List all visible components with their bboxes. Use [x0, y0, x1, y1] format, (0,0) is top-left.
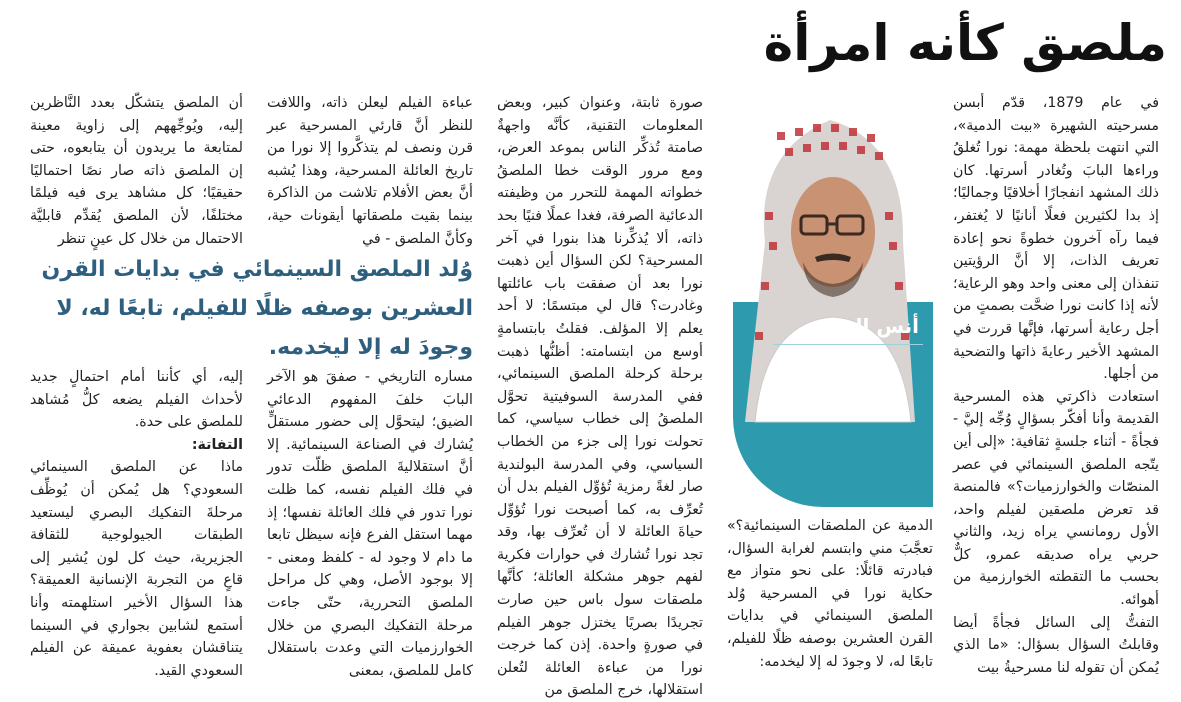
paragraph: استعادت ذاكرتي هذه المسرحية القديمة وأنا أفكّر بسؤالٍ وُجِّه إليَّ - فجأةً - أثناء جلسةٍ ثقافية: «إلى أين يتّجه الملصق السينمائي في عصر المنصّات والخوارزميات؟» فالمنصة قد تعرض ملصقين لفيلم واحد، الأول رومانسي يراه زيد، والثاني حربي يراه صديقه عمرو، كلٌّ بحسب ما التقطته الخوارزمية من أهوائه.	[953, 388, 1159, 609]
author-box	[725, 92, 933, 512]
paragraph: أن الملصق يتشكّل بعدد النَّاظرين إليه، ويُوجِّههم إلى زاوية معينة لمتابعة ما يريدون أن يتابعوه، حتى إن الملصق ذاته صار نصًا احتماليًا حقيقيًا؛ كل مشاهد يرى فيه فيلمًا مختلفًا، لأن الملصق يُقدِّم قابليَّة الاحتمال من خلال كل عينٍ تنظر	[30, 95, 243, 247]
paragraph: إليه، أي كأننا أمام احتمالٍ جديد لأحداث الفيلم يضعه كلُّ مُشاهد للملصق على حدة.	[30, 369, 243, 431]
article-column-1	[953, 92, 1159, 682]
article-column-4-top	[267, 92, 473, 247]
article-column-2	[727, 515, 933, 685]
paragraph: ماذا عن الملصق السينمائي السعودي؟ هل يُمكن أن يُوظِّف مرحلةَ التفكيك البصري ليستعيد الطبقات الجيولوجية للثقافة الجزيرية، حيث كل لون يُشير إلى قاعٍ من التجربة الإنسانية العميقة؟ هذا السؤال الأخير استلهمته وأنا أستمع لشابين بجواري في السينما يتناقشان بعفوية عميقة عن الفيلم السعودي القيد.	[30, 459, 243, 679]
article-column-5-top	[30, 92, 243, 247]
section-label: التفاتة:	[191, 436, 243, 453]
paragraph: في عام 1879، قدّم أبسن مسرحيته الشهيرة «بيت الدمية»، التي انتهت بلحظة مهمة: نورا تُغلقُ وراءها البابَ وتُغادر أسرتها. كان ذلك المشهد انفجارًا أخلاقيًا وجماليًا؛ إذ بدا لكثيرين فعلًا أنانيًا لا يُغتفر، فيما رآه آخرون خطوةً نحو إعادة تعريف الذات، إلا أنَّ الرؤيتين تنفذان إلى معنى واحد وهو الرعاية؛ لأنه إذا كانت نورا ضحَّت بصمتٍ من أجل رعاية أسرتها، فإنَّها قررت في المشهد الأخير رعايةَ ذاتها والتضحية من أجلها.	[953, 95, 1159, 383]
pull-quote: وُلد الملصق السينمائي في بدايات القرن العشرين بوصفه ظلًا للفيلم، تابعًا له، لا وجودَ له إلا ليخدمه.	[41, 257, 473, 360]
article-title: ملصق كأنه امرأة	[763, 14, 1167, 72]
article-column-3	[497, 92, 703, 699]
paragraph: مساره التاريخي - صفقَ هو الآخر البابَ خلفَ المفهوم الدعائي الضيق؛ ليتحوَّل إلى حضور مستقلٍّ يُشارك في الصناعة السينمائية. إلا أنَّ استقلاليةَ الملصق ظلّت تدور في فلك الفيلم نفسه، كما ظلت نورا تدور في فلك العائلة نفسها؛ إذ مهما استقل الفرع فإنه سيظل تابعا ما دام لا وجود له - كلفظ ومعنى - إلا بوجود الأصل، وهي كل مراحل الملصق التحررية، حتّى جاءت مرحلة التفكيك البصري من خلال الخوارزميات التي وعدت باستقلال كامل للملصق، بمعنى	[267, 369, 473, 679]
author-photo	[725, 92, 933, 512]
article-column-4-bottom	[267, 366, 473, 684]
author-name: أنس الرشيد	[803, 314, 919, 338]
divider	[773, 344, 923, 345]
article-column-5-bottom	[30, 366, 243, 684]
paragraph: عباءة الفيلم ليعلن ذاته، واللافت للنظر أنَّ قارئي المسرحية عبر قرن ونصف لم يتذكَّروا إلا نورا من تاريخ العائلة المسرحية، وهذا يُشبه أنَّ بعض الأفلام تلاشت من الذاكرة بينما بقيت ملصقاتها أيقونات حية، وكأنَّ الملصق - في	[267, 95, 473, 247]
paragraph: التفتُّ إلى السائل فجأةً أيضا وقابلتُ السؤال بسؤال: «ما الذي يُمكن أن تقوله لنا مسرحيةُ بيت	[953, 614, 1159, 676]
paragraph: صورة ثابتة، وعنوان كبير، وبعض المعلومات التقنية، كأنَّه واجهةٌ صامتة تُذكِّر الناس بموعد العرض، ومع مرور الوقت خطا الملصقُ خطواته المهمة للتحرر من وظيفته الدعائية الصرفة، فغدا عملًا فنيًا بحد ذاته، ألا يُذكِّرنا هذا بنورا في آخر المسرحية؟ لكن السؤال أين ذهبت نورا بعد أن صفقت باب عائلتها وغادرت؟ قال لي مبتسمًا: لا أحد يعلم إلا المؤلف. فقلتُ بابتسامةٍ أوسع من ابتسامته: أظنُّها ذهبت برحلة كرحلة الملصق السينمائي، ففي المدرسة السوفيتية تحوَّل الملصقُ إلى خطاب سياسي، كما تحولت نورا إلى جزء من الخطاب السياسي، وفي المدرسة البولندية صار لغةً رمزية تُؤوِّل الفيلم بدل أن تُعرِّف به، كما أصبحت نورا تُؤوِّل حياةَ العائلة لا أن تُعرِّف بها، وقد تجد نورا تُشارك في حوارات فكرية لفهم جوهر مشكلة العائلة؛ كأنَّها ملصقات سول باس حين صارت تجريدًا بصريًا يختزل جوهر الفيلم في صورةٍ واحدة. إذن كما خرجت نورا من عباءة العائلة لتُعلن استقلالها، خرج الملصق من	[497, 95, 703, 699]
paragraph: الدمية عن الملصقات السينمائية؟» تعجَّبَ مني وابتسم لغرابة السؤال، فبادرته قائلًا: على نحو متواز مع حكاية نورا في المسرحية وُلد الملصق السينمائي في بدايات القرن العشرين بوصفه ظلًا للفيلم، تابعًا له، لا وجودَ له إلا ليخدمه:	[727, 518, 933, 670]
